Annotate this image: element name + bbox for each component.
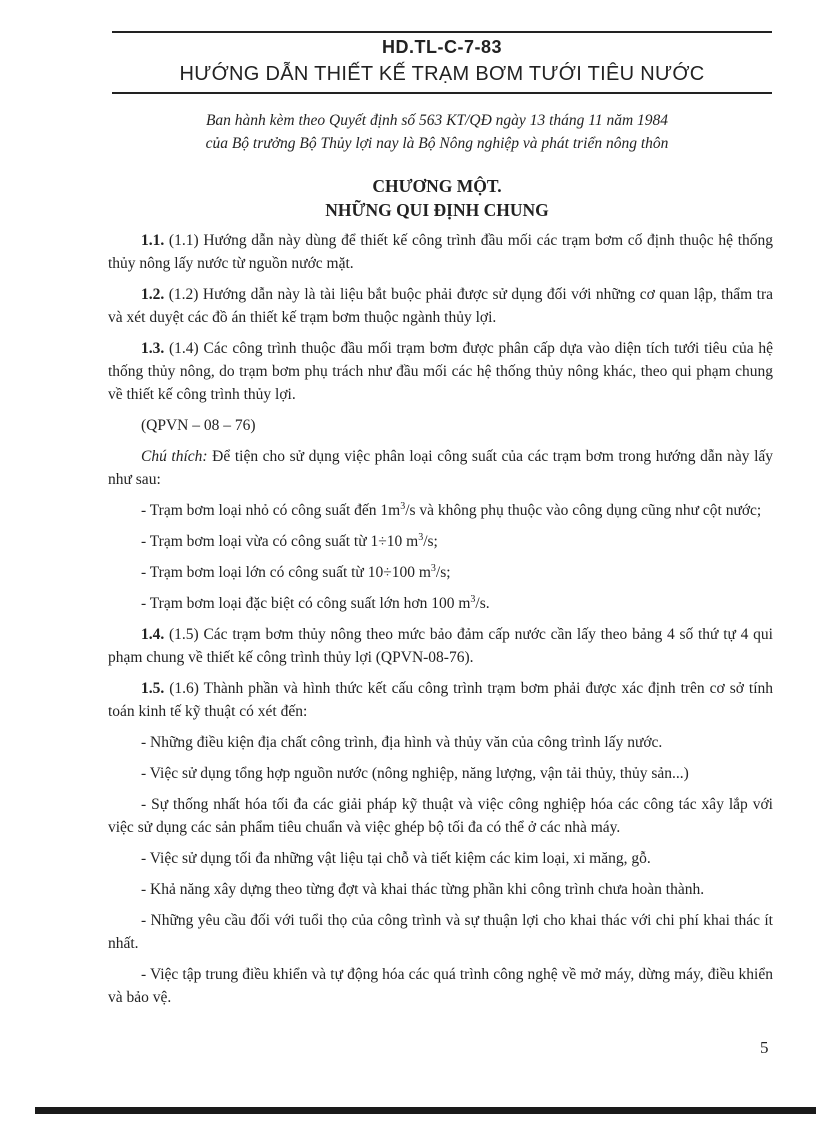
body-text — [108, 229, 773, 1017]
note-item-small: - Trạm bơm loại nhỏ có công suất đến $1m^3/s$ và không phụ thuộc vào công dụng cũng như cột nước; — [141, 500, 762, 519]
document-code: HD.TL-C-7-83 — [381, 37, 502, 57]
page-number: 5 — [760, 1038, 769, 1057]
section-1-3 — [108, 337, 773, 406]
standard-reference: (QPVN – 08 – 76) — [141, 417, 256, 434]
section-number: 1.4. — [141, 626, 165, 643]
section-1-2 — [108, 283, 773, 329]
chapter-heading — [78, 174, 796, 222]
note-paragraph — [108, 445, 773, 491]
footer-rule — [35, 1107, 816, 1114]
issuance-note — [78, 109, 796, 155]
note-item-special: - Trạm bơm loại đặc biệt có công suất lớn hơn 100 $m^3/s$. — [141, 593, 490, 612]
section-number: 1.3. — [141, 340, 165, 357]
list-item: - Việc sử dụng tối đa những vật liệu tại chỗ và tiết kiệm các kim loại, xi măng, gỗ. — [141, 850, 651, 867]
section-number: 1.5. — [141, 680, 165, 697]
note-label: Chú thích: — [141, 448, 208, 465]
section-number: 1.2. — [141, 286, 165, 303]
section-1-4 — [108, 623, 773, 669]
section-1-1 — [108, 229, 773, 275]
list-item: - Việc tập trung điều khiển và tự động hóa các quá trình công nghệ về mở máy, dừng máy, điều khiển và bảo vệ. — [108, 966, 773, 1006]
list-item: - Việc sử dụng tổng hợp nguồn nước (nông nghiệp, năng lượng, vận tải thủy, thủy sản...) — [141, 765, 689, 782]
issuance-line-1: Ban hành kèm theo Quyết định số 563 KT/QĐ ngày 13 tháng 11 năm 1984 — [205, 112, 669, 129]
list-item: - Khả năng xây dựng theo từng đợt và khai thác từng phần khi công trình chưa hoàn thành. — [141, 881, 705, 898]
issuance-line-2: của Bộ trưởng Bộ Thủy lợi nay là Bộ Nông nghiệp và phát triển nông thôn — [205, 135, 669, 152]
note-item-medium: - Trạm bơm loại vừa có công suất từ 1÷10 $m^3/s$; — [141, 531, 438, 550]
list-item: - Những yêu cầu đối với tuổi thọ của công trình và sự thuận lợi cho khai thác với chi phí khai thác ít nhất. — [108, 912, 773, 952]
section-text: (1.5) Các trạm bơm thủy nông theo mức bảo đảm cấp nước cần lấy theo bảng 4 số thứ tự 4 qui phạm chung về thiết kế công trình thủy lợi (QPVN-08-76). — [108, 626, 773, 666]
note-text: Để tiện cho sử dụng việc phân loại công suất của các trạm bơm trong hướng dẫn này lấy như sau: — [108, 448, 774, 488]
section-text: (1.2) Hướng dẫn này là tài liệu bắt buộc phải được sử dụng đối với những cơ quan lập, thẩm tra và xét duyệt các đồ án thiết kế trạm bơm thuộc ngành thủy lợi. — [108, 286, 773, 326]
chapter-title: NHỮNG QUI ĐỊNH CHUNG — [325, 200, 549, 220]
section-text: (1.1) Hướng dẫn này dùng để thiết kế công trình đầu mối các trạm bơm cố định thuộc hệ thống thủy nông lấy nước từ nguồn nước mặt. — [108, 232, 773, 272]
note-item-large: - Trạm bơm loại lớn có công suất từ 10÷100 $m^3/s$; — [141, 562, 451, 581]
header-top-rule — [112, 31, 772, 33]
list-item: - Sự thống nhất hóa tối đa các giải pháp kỹ thuật và việc công nghiệp hóa các công tác xây lắp với việc sử dụng các sản phẩm tiêu chuẩn và việc ghép bộ tối đa có thể ở các nhà máy. — [108, 796, 773, 836]
section-1-5 — [108, 677, 773, 723]
list-item: - Những điều kiện địa chất công trình, địa hình và thủy văn của công trình lấy nước. — [141, 734, 663, 751]
chapter-number: CHƯƠNG MỘT. — [372, 176, 502, 196]
section-text: (1.4) Các công trình thuộc đầu mối trạm bơm được phân cấp dựa vào diện tích tưới tiêu của hệ thống thủy nông, do trạm bơm phụ trách như đầu mối các hệ thống thủy nông khác, theo qui phạm chung về thiết kế công trình thủy lợi. — [108, 340, 773, 403]
section-text: (1.6) Thành phần và hình thức kết cấu công trình trạm bơm phải được xác định trên cơ sở tính toán kinh tế kỹ thuật có xét đến: — [108, 680, 773, 720]
document-title: HƯỚNG DẪN THIẾT KẾ TRẠM BƠM TƯỚI TIÊU NƯỚC — [179, 63, 705, 85]
header-bottom-rule — [112, 92, 772, 94]
section-number: 1.1. — [141, 232, 165, 249]
